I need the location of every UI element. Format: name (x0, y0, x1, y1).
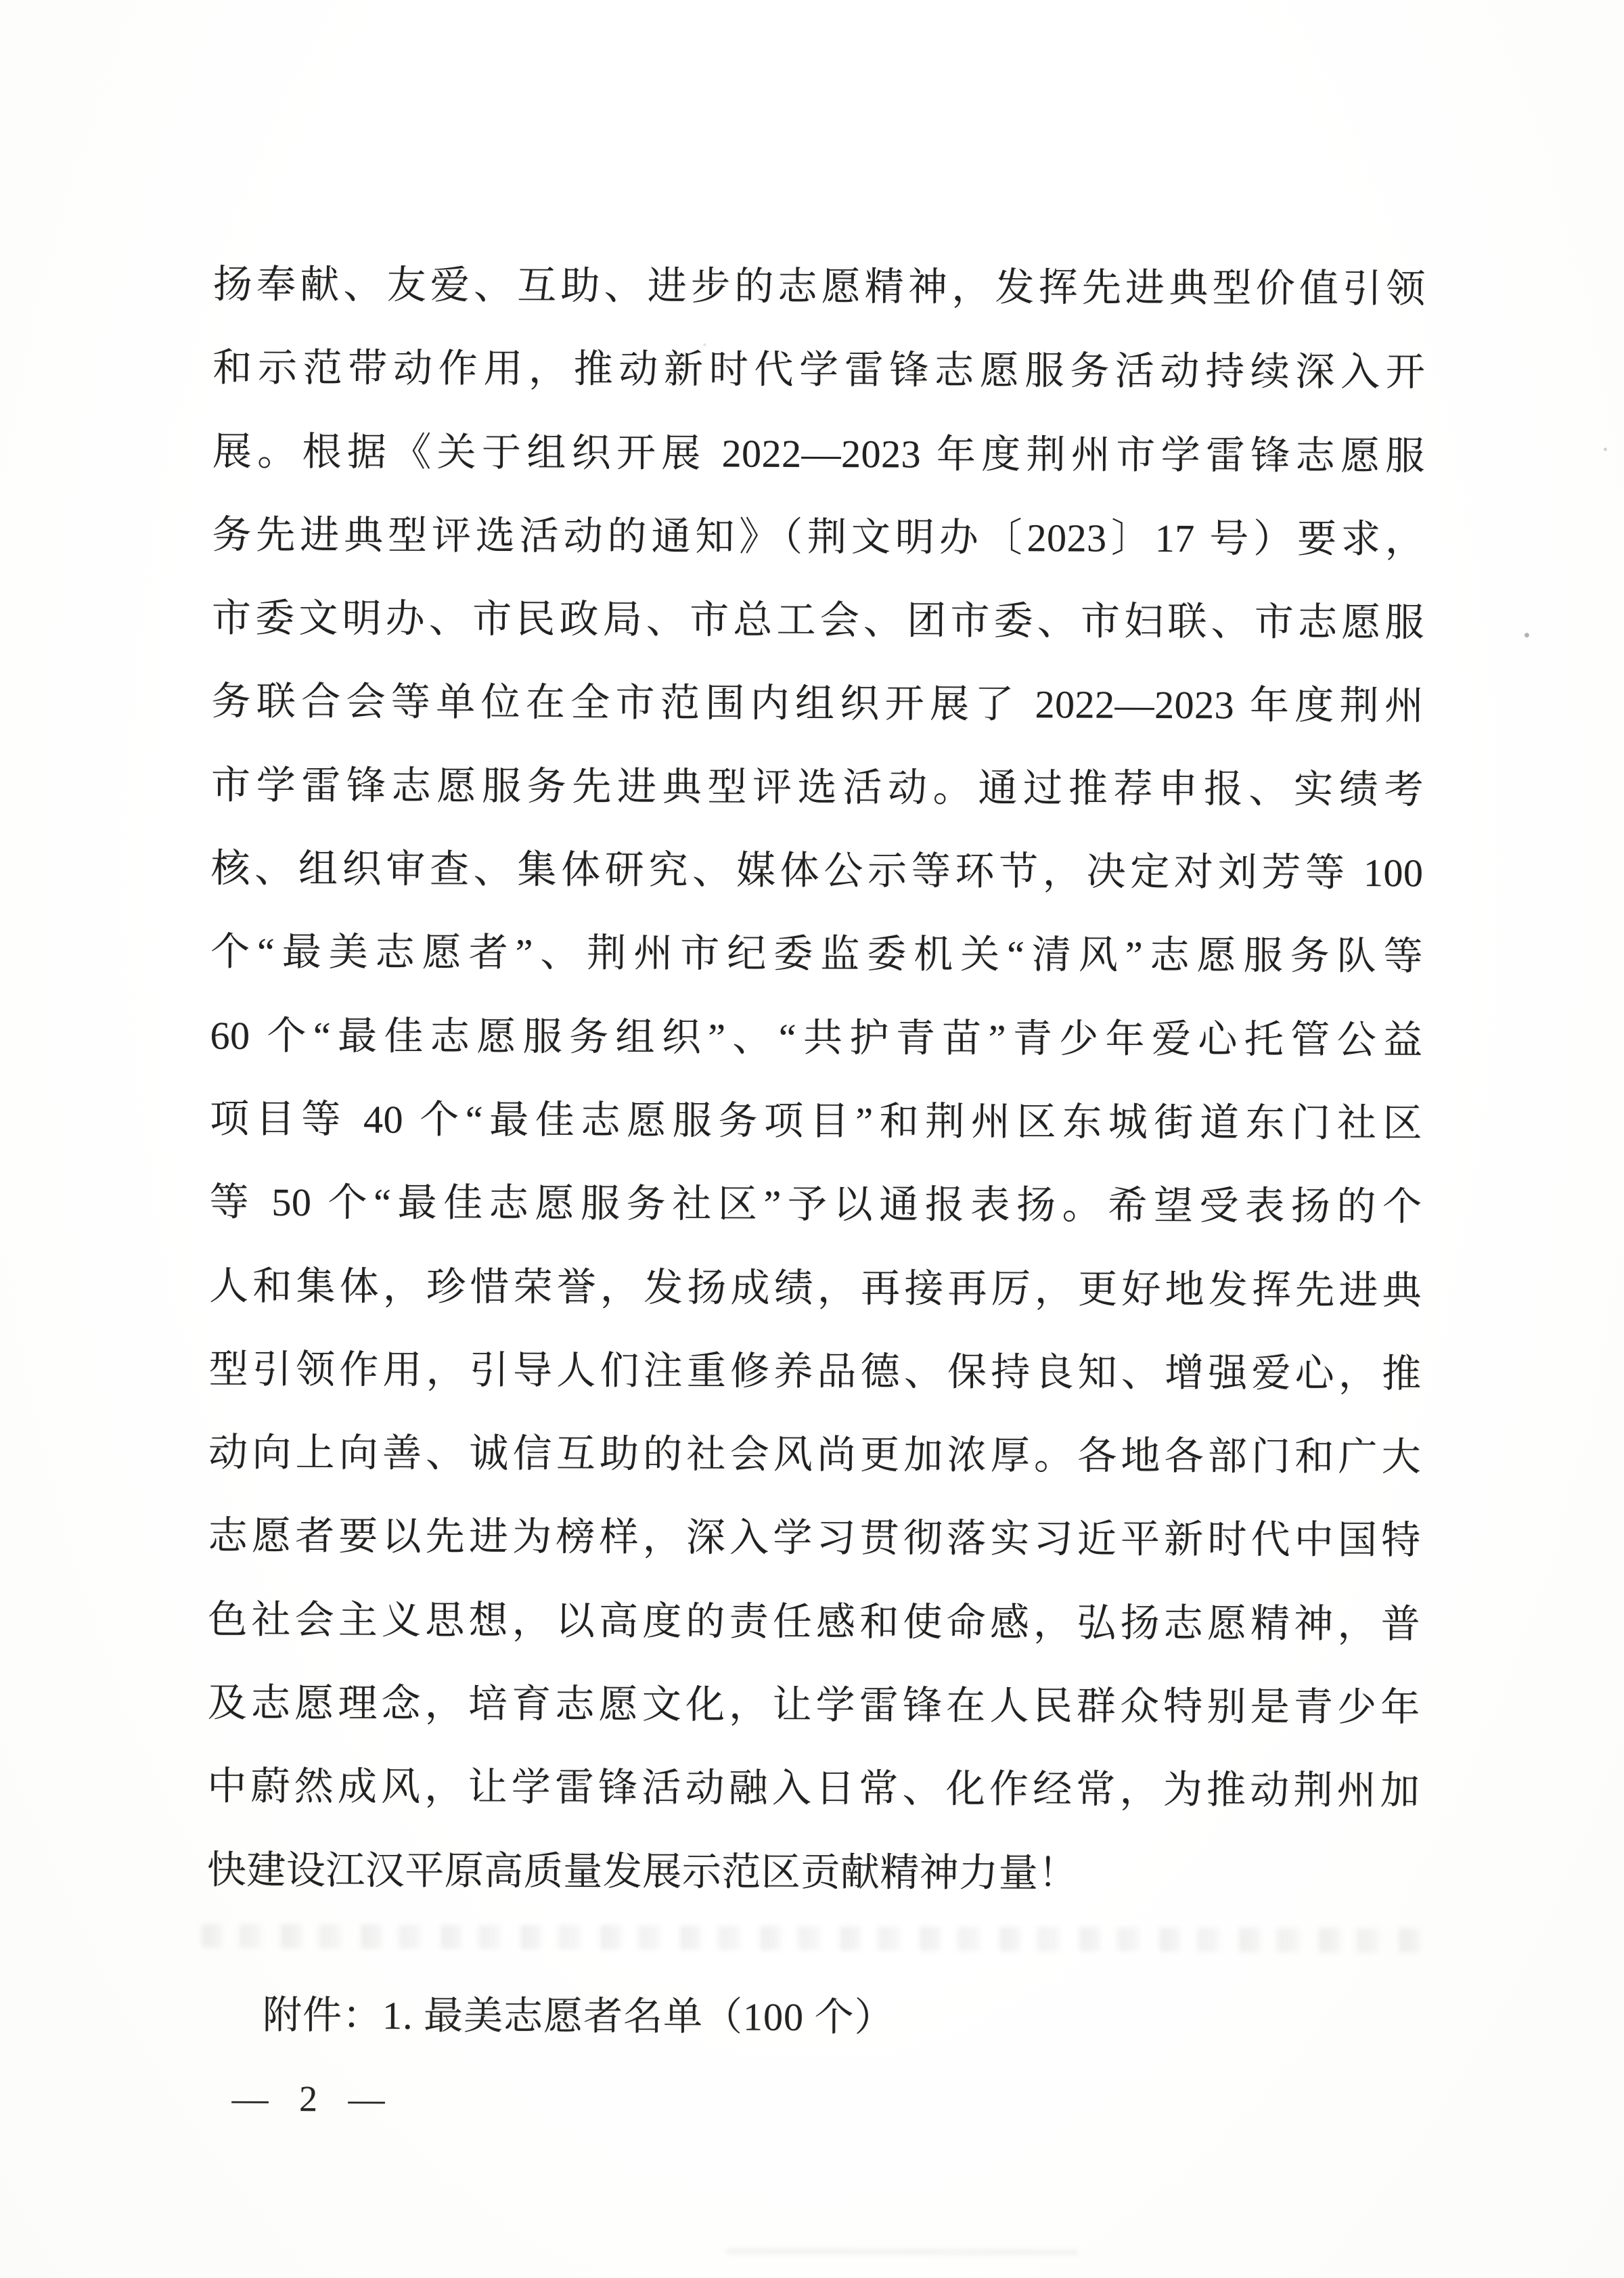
body-line: 市委文明办、市民政局、市总工会、团市委、市妇联、市志愿服 (211, 596, 1425, 645)
ink-speck (1604, 447, 1607, 451)
page-number: — 2 — (231, 2078, 394, 2120)
body-line: 扬奉献、友爱、互助、进步的志愿精神，发挥先进典型价值引领 (212, 262, 1426, 311)
scan-smudge (727, 2248, 1079, 2256)
ink-bleed-through-artifact (201, 1924, 1424, 1953)
ink-speck (1525, 633, 1529, 638)
body-line: 60 个“最佳志愿服务组织”、“共护青苗”青少年爱心托管公益 (210, 1013, 1423, 1063)
body-line: 等 50 个“最佳志愿服务社区”予以通报表扬。希望受表扬的个 (209, 1180, 1422, 1229)
body-line: 项目等 40 个“最佳志愿服务项目”和荆州区东城街道东门社区 (209, 1096, 1423, 1146)
body-line: 和示范带动作用，推动新时代学雷锋志愿服务活动持续深入开 (212, 345, 1426, 395)
body-line: 核、组织审查、集体研究、媒体公示等环节，决定对刘芳等 100 (210, 846, 1424, 895)
body-line: 及志愿理念，培育志愿文化，让学雷锋在人民群众特别是青少年 (207, 1680, 1420, 1730)
ink-speck (703, 343, 706, 346)
attachment-note: 附件：1. 最美志愿者名单（100 个） (262, 1992, 895, 2040)
body-line: 色社会主义思想，以高度的责任感和使命感，弘扬志愿精神，普 (208, 1597, 1421, 1647)
body-line: 市学雷锋志愿服务先进典型评选活动。通过推荐申报、实绩考 (210, 763, 1424, 812)
body-line: 展。根据《关于组织开展 2022—2023 年度荆州市学雷锋志愿服 (212, 429, 1426, 478)
body-line: 务联合会等单位在全市范围内组织开展了 2022—2023 年度荆州 (211, 679, 1424, 728)
body-line: 动向上向善、诚信互助的社会风尚更加浓厚。各地各部门和广大 (208, 1430, 1422, 1479)
body-text-block (207, 243, 1426, 1917)
body-line: 志愿者要以先进为榜样，深入学习贯彻落实习近平新时代中国特 (208, 1514, 1421, 1563)
body-line: 快建设江汉平原高质量发展示范区贡献精神力量！ (206, 1848, 1078, 1896)
body-line: 个“最美志愿者”、荆州市纪委监委机关“清风”志愿服务队等 (210, 929, 1424, 979)
body-line: 务先进典型评选活动的通知》（荆文明办〔2023〕17 号）要求， (212, 512, 1425, 562)
body-line: 中蔚然成风，让学雷锋活动融入日常、化作经常，为推动荆州加 (207, 1764, 1420, 1813)
body-line: 人和集体，珍惜荣誉，发扬成绩，再接再厉，更好地发挥先进典 (209, 1264, 1422, 1313)
body-line: 型引领作用，引导人们注重修养品德、保持良知、增强爱心，推 (208, 1347, 1422, 1396)
